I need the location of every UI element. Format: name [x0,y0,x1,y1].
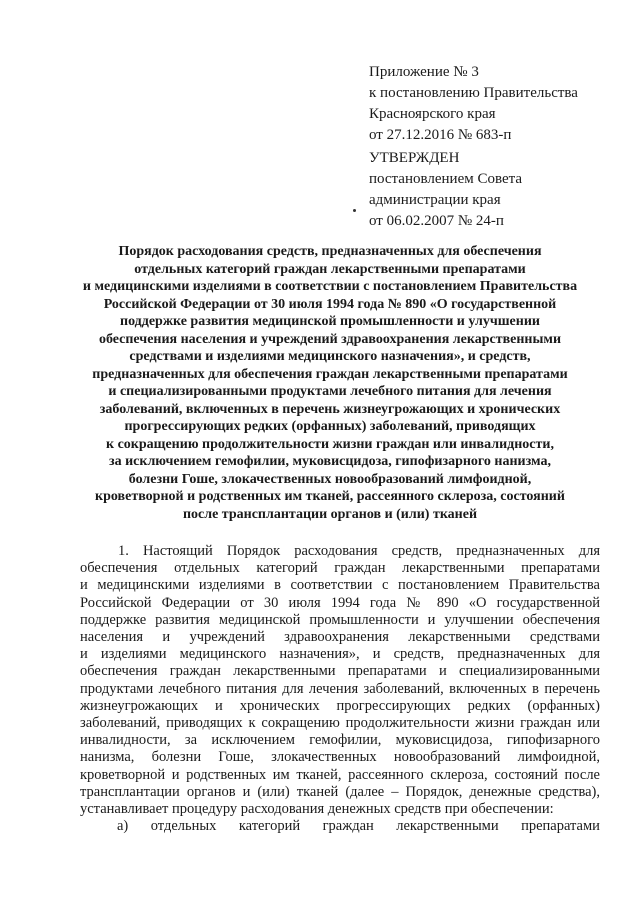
title-line: кроветворной и родственных им тканей, рассеянного склероза, состояний [95,489,565,504]
approved-heading: УТВЕРЖДЕН [369,150,460,166]
title-line: к сокращению продолжительности жизни граждан или инвалидности, [106,436,554,452]
title-line: обеспечения населения и учреждений здравоохранения лекарственными [98,331,562,347]
list-word: отдельных [150,818,217,834]
scan-speck [353,209,356,212]
paragraph-line: обеспечения отдельных категорий граждан лекарственными препаратами [80,560,600,577]
title-line: после трансплантации органов и (или) тканей [182,506,478,522]
paragraph-line: нанизма, болезни Гоше, злокачественных новообразований лимфоидной, [80,749,600,766]
paragraph-line: заболеваний, приводящих к сокращению продолжительности жизни граждан или [80,715,600,732]
paragraph-line: кроветворной и родственных им тканей, рассеянного склероза, состояний после [80,766,600,783]
list-item-a [117,818,600,835]
title-line: предназначенных для обеспечения граждан лекарственными препаратами [92,366,568,382]
list-marker: а) [117,818,129,834]
title-line: отдельных категорий граждан лекарственными препаратами [134,261,526,277]
paragraph-line: жизнеугрожающих и хронических прогрессирующих редких (орфанных) [80,697,600,714]
paragraph-line: и изделиями медицинского назначения», и средств, предназначенных для [80,646,600,663]
paragraph-line: трансплантации органов и (или) тканей (далее – Порядок, денежные средства), [80,783,600,800]
title-line: средствами и изделиями медицинского назначения», и средств, [129,349,531,364]
appendix-line: к постановлению Правительства [369,85,578,101]
title-line: поддержке развития медицинской промышленности и улучшении [120,314,540,329]
paragraph-line: населения и учреждений здравоохранения лекарственными средствами [80,629,600,646]
paragraph-line: поддержке развития медицинской промышленности и улучшении обеспечения [80,611,600,628]
title-line: за исключением гемофилии, муковисцидоза, гипофизарного нанизма, [108,454,551,469]
title-line: и специализированными продуктами лечебного питания для лечения [108,384,552,399]
paragraph-line: продуктами лечебного питания для лечения заболеваний, включенных в перечень [80,680,600,697]
title-line: Российской Федерации от 30 июля 1994 года № 890 «О государственной [103,296,557,312]
paragraph-line: инвалидности, за исключением гемофилии, муковисцидоза, гипофизарного [80,732,600,749]
paragraph-line: обеспечения граждан лекарственными препаратами и специализированными [80,663,600,680]
appendix-line: от 27.12.2016 № 683-п [369,127,512,143]
appendix-block [369,62,609,146]
title-line: прогрессирующих редких (орфанных) заболеваний, приводящих [124,419,536,434]
list-word: граждан [322,818,374,834]
approval-stamp-block [369,148,609,232]
list-word: лекарственными [396,818,499,834]
list-word: категорий [238,818,301,834]
approved-line: постановлением Совета [369,171,523,187]
approved-line: администрации края [369,192,501,208]
paragraph-line: и медицинскими изделиями в соответствии с постановлением Правительства [80,577,600,594]
list-word: препаратами [521,818,600,834]
document-title [40,243,620,523]
paragraph-line: устанавливает процедуру расходования денежных средств при обеспечении: [80,801,554,818]
title-line: болезни Гоше, злокачественных новообразований лимфоидной, [128,471,532,487]
paragraph-line: Российской Федерации от 30 июля 1994 года № 890 «О государственной [80,594,600,611]
appendix-line: Красноярского края [369,106,496,122]
paragraph-line: 1. Настоящий Порядок расходования средств, предназначенных для [118,543,600,559]
title-line: Порядок расходования средств, предназначенных для обеспечения [118,244,542,259]
appendix-line: Приложение № 3 [369,64,479,80]
title-line: заболеваний, включенных в перечень жизнеугрожающих и хронических [99,401,561,417]
title-line: и медицинскими изделиями в соответствии с постановлением Правительства [82,279,578,294]
approved-line: от 06.02.2007 № 24-п [369,213,504,229]
paragraph-1 [80,543,600,818]
